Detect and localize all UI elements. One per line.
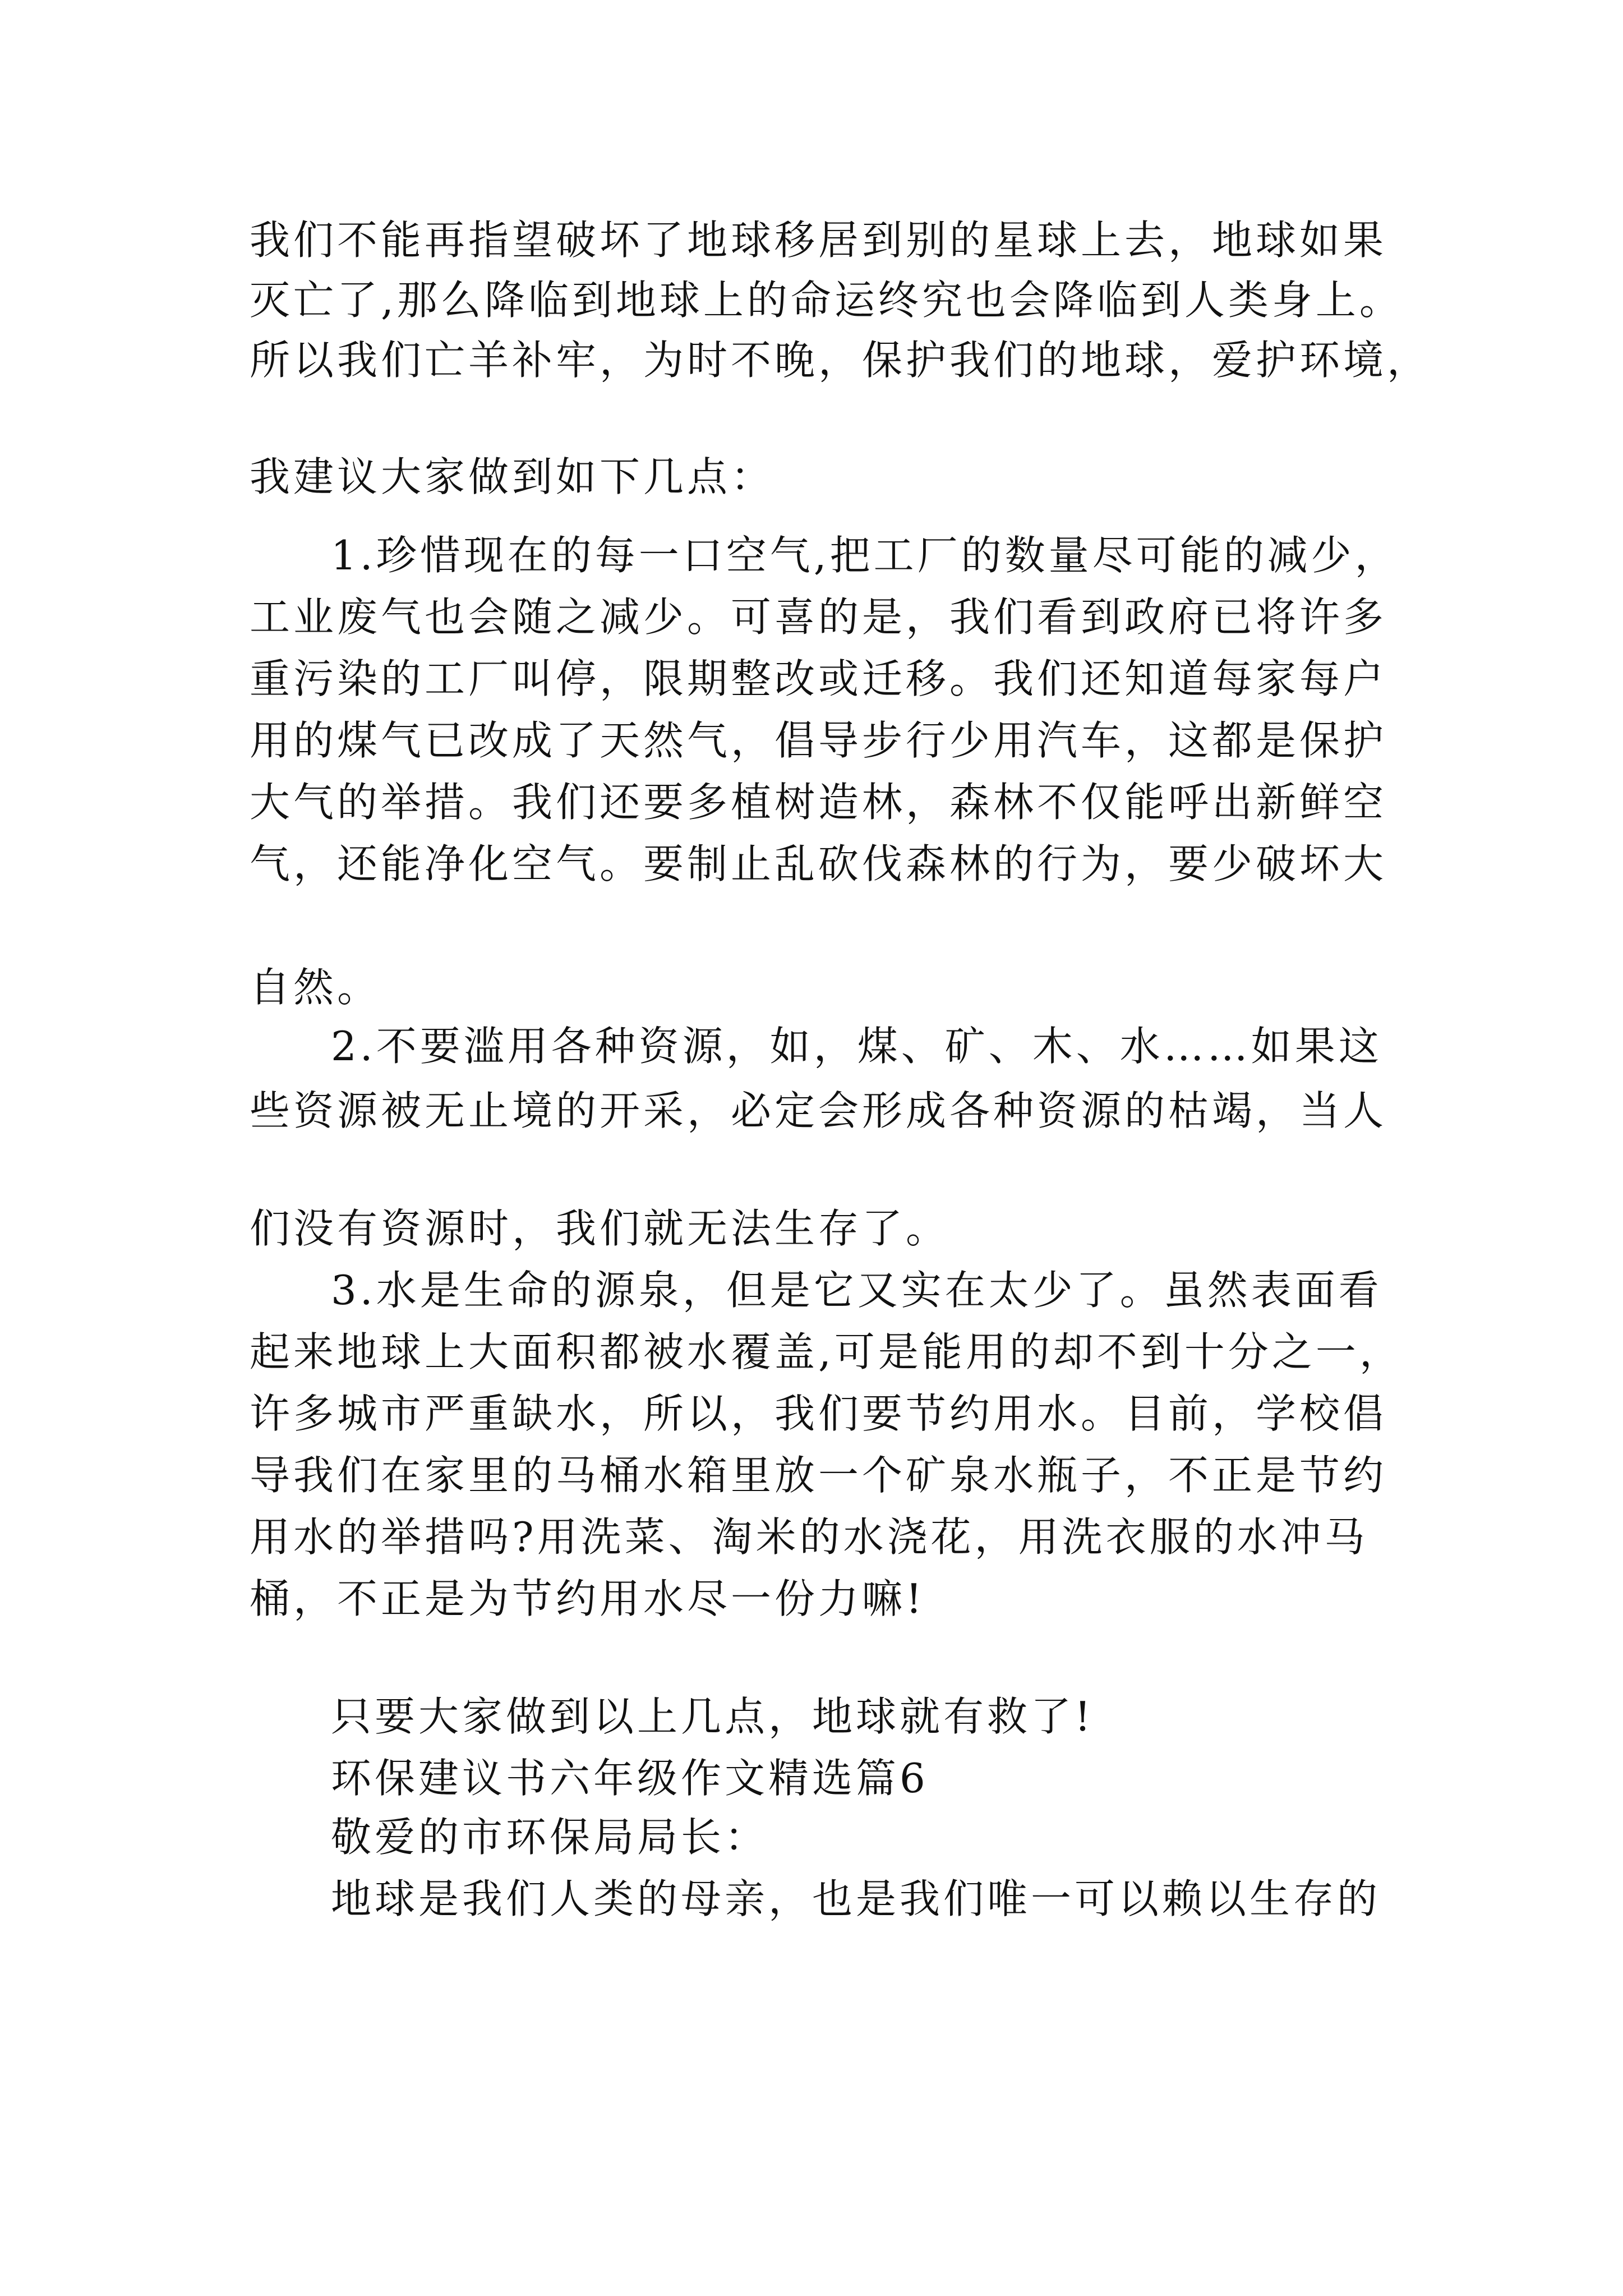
text-line: 自然。 (250, 964, 381, 1011)
text-line: 我们不能再指望破坏了地球移居到别的星球上去，地球如果 (250, 217, 1387, 264)
section-heading: 环保建议书六年级作文精选篇6 (331, 1755, 929, 1802)
conclusion-line: 只要大家做到以上几点，地球就有救了! (331, 1693, 1094, 1740)
text-line: 用水的举措吗?用洗菜、淘米的水浇花，用洗衣服的水冲马 (250, 1513, 1368, 1561)
text-line: 重污染的工厂叫停，限期整改或迁移。我们还知道每家每户 (250, 655, 1387, 702)
text-line: 我建议大家做到如下几点： (250, 453, 775, 500)
text-line: 地球是我们人类的母亲，也是我们唯一可以赖以生存的 (331, 1875, 1381, 1922)
text-line: 大气的举措。我们还要多植树造林，森林不仅能呼出新鲜空 (250, 779, 1387, 826)
text-line: 桶，不正是为节约用水尽一份力嘛! (250, 1575, 925, 1622)
salutation: 敬爱的市环保局局长： (331, 1814, 769, 1861)
text-line: 们没有资源时，我们就无法生存了。 (250, 1205, 950, 1252)
text-line: 导我们在家里的马桶水箱里放一个矿泉水瓶子，不正是节约 (250, 1452, 1387, 1499)
numbered-paragraph-3: 3.水是生命的源泉，但是它又实在太少了。虽然表面看 (331, 1267, 1382, 1314)
text-line: 气，还能净化空气。要制止乱砍伐森林的行为，要少破坏大 (250, 840, 1387, 887)
text-line: 灭亡了,那么降临到地球上的命运终究也会降临到人类身上。 (250, 277, 1403, 324)
text-line: 工业废气也会随之减少。可喜的是，我们看到政府已将许多 (250, 593, 1387, 641)
text-line: 用的煤气已改成了天然气，倡导步行少用汽车，这都是保护 (250, 717, 1387, 764)
text-line: 所以我们亡羊补牢，为时不晚，保护我们的地球，爱护环境， (250, 337, 1431, 384)
text-line: 起来地球上大面积都被水覆盖,可是能用的却不到十分之一， (250, 1328, 1403, 1375)
text-line: 许多城市严重缺水，所以，我们要节约用水。目前，学校倡 (250, 1390, 1387, 1437)
numbered-paragraph-2: 2.不要滥用各种资源，如，煤、矿、木、水……如果这 (331, 1023, 1382, 1070)
text-line: 些资源被无止境的开采，必定会形成各种资源的枯竭，当人 (250, 1087, 1387, 1134)
numbered-paragraph-1: 1.珍惜现在的每一口空气,把工厂的数量尽可能的减少， (331, 532, 1399, 579)
